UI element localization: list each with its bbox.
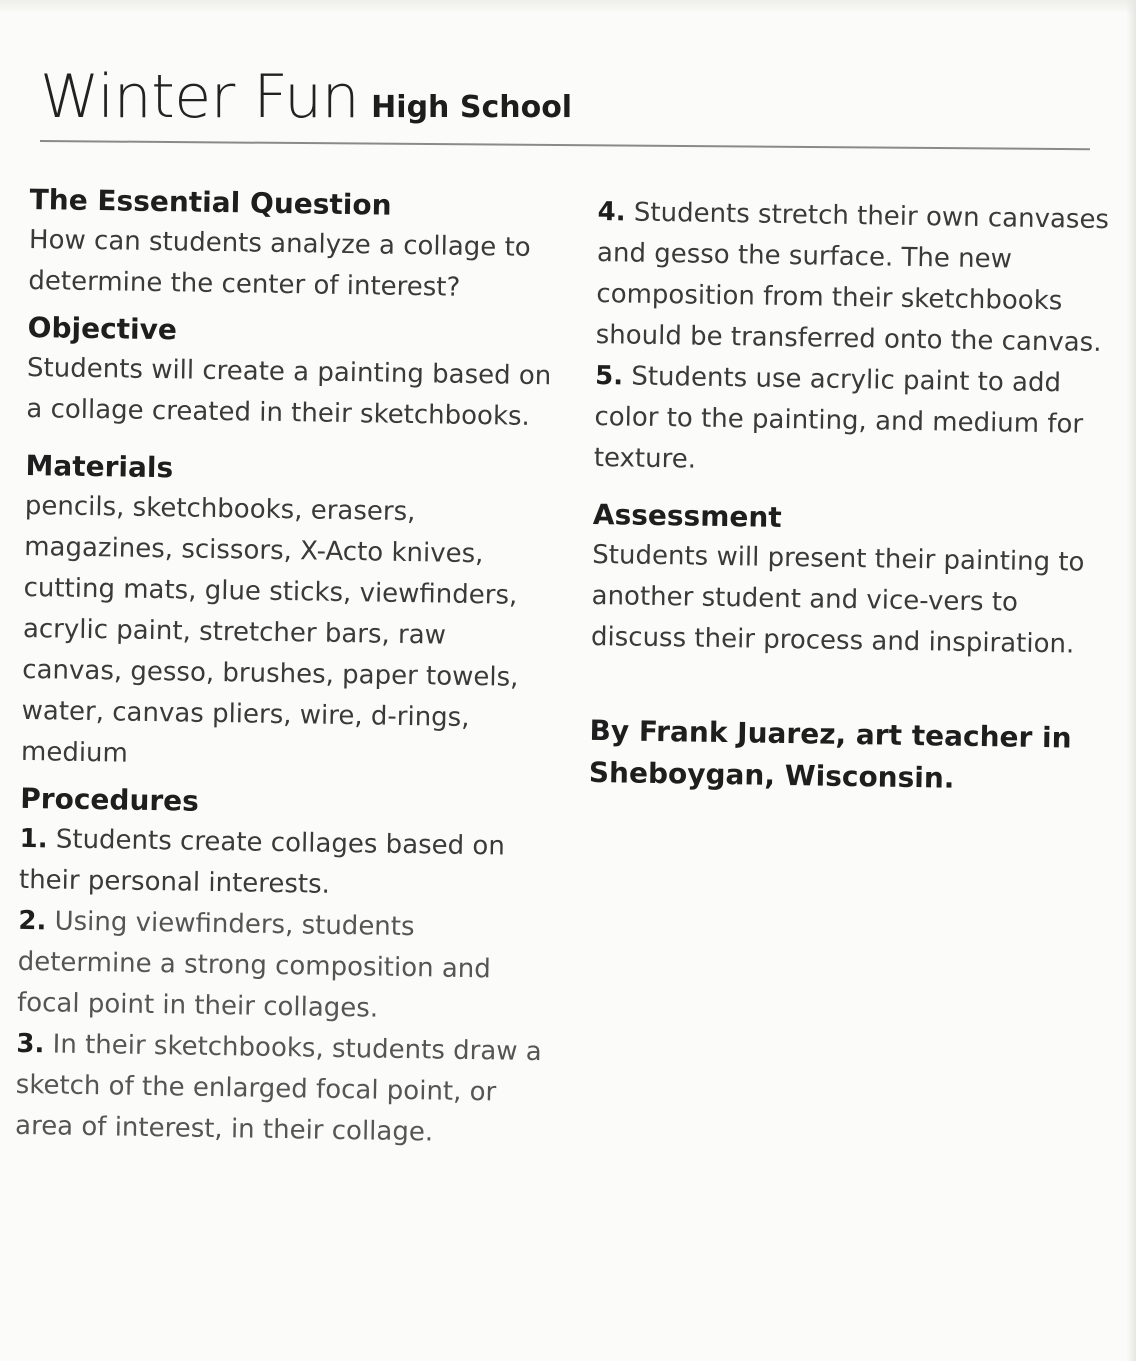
scan-edge-right [1126, 0, 1136, 1361]
page-header [40, 62, 572, 132]
step-number: 1. [19, 823, 48, 855]
step-number: 2. [18, 905, 47, 937]
left-column [15, 180, 560, 1155]
right-column [589, 192, 1118, 802]
title-divider [40, 140, 1090, 150]
materials-heading: Materials [25, 448, 174, 485]
page-title: Winter Fun [40, 62, 360, 132]
step-text: Students create collages based on their personal interests. [18, 824, 506, 900]
author-credit: By Frank Juarez, art teacher in Sheboygan, Wisconsin. [588, 713, 1072, 795]
materials-text: pencils, sketchbooks, erasers, magazines, scissors, X-Acto knives, cutting mats, glue sticks, viewfinders, acrylic paint, stretcher bars, raw canvas, gesso, brushes, paper towels, water, canvas pliers, wire, d-rings, medium [20, 490, 519, 769]
procedure-step [19, 819, 550, 909]
objective-heading: Objective [27, 310, 178, 347]
step-text: Students use acrylic paint to add color to the painting, and medium for texture. [593, 361, 1084, 475]
objective-text: Students will create a painting based on a collage created in their sketchbooks. [26, 352, 552, 432]
materials-section [21, 446, 556, 781]
procedure-step [17, 901, 549, 1032]
page-subtitle: High School [371, 90, 573, 125]
essential-question-section [28, 180, 560, 310]
step-number: 5. [594, 360, 624, 392]
assessment-heading: Assessment [592, 497, 782, 534]
assessment-text: Students will present their painting to another student and vice-vers to discuss their process and inspiration. [590, 539, 1085, 660]
essential-question-text: How can students analyze a collage to determine the center of interest? [28, 224, 531, 303]
procedure-step [15, 1024, 547, 1155]
procedures-heading: Procedures [20, 781, 200, 818]
objective-section [26, 308, 558, 438]
step-text: In their sketchbooks, students draw a sketch of the enlarged focal point, or area of interest, in their collage. [14, 1029, 542, 1148]
step-number: 4. [597, 196, 626, 228]
step-text: Using viewfinders, students determine a strong composition and focal point in their collages. [16, 906, 492, 1024]
step-number: 3. [16, 1028, 45, 1060]
assessment-section [591, 495, 1113, 666]
procedure-step [593, 356, 1115, 487]
step-text: Students stretch their own canvases and gesso the surface. The new composition from their sketchbooks should be transferred onto the canvas. [595, 197, 1110, 358]
procedures-section [15, 779, 551, 1155]
procedure-step [595, 192, 1118, 364]
essential-question-heading: The Essential Question [29, 182, 392, 222]
scan-edge-top [0, 0, 1136, 14]
